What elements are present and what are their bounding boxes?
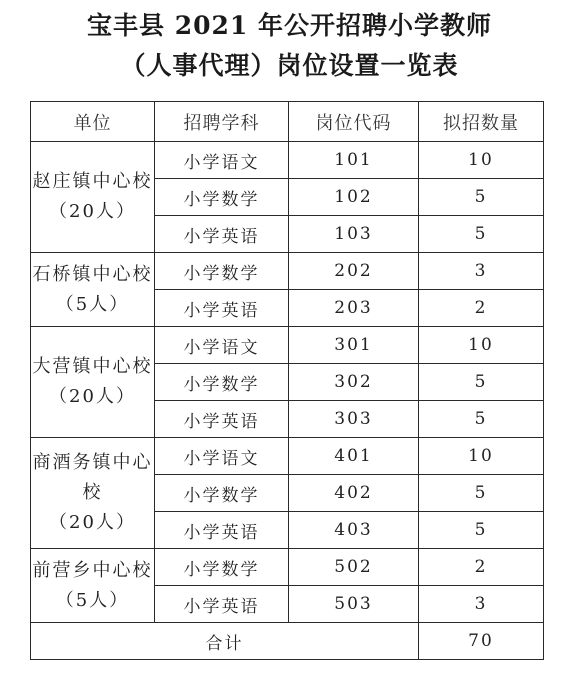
unit-name: 石桥镇中心校 <box>32 263 153 285</box>
unit-name: 赵庄镇中心校 <box>32 171 153 192</box>
code-cell: 102 <box>289 179 419 216</box>
table-row <box>31 253 544 290</box>
table-row <box>31 327 544 364</box>
subject-cell: 小学数学 <box>155 549 289 586</box>
code-cell: 303 <box>289 401 419 438</box>
code-cell: 202 <box>289 253 419 290</box>
unit-count: （5人） <box>55 293 130 315</box>
subject-cell: 小学英语 <box>155 216 289 253</box>
subject-cell: 小学英语 <box>155 512 289 549</box>
header-subject: 招聘学科 <box>155 102 289 142</box>
code-cell: 103 <box>289 216 419 253</box>
total-label: 合计 <box>31 623 419 660</box>
subject-cell: 小学数学 <box>155 253 289 290</box>
unit-count: （20人） <box>49 512 136 533</box>
unit-cell <box>31 327 155 438</box>
table-row <box>31 438 544 475</box>
code-cell: 302 <box>289 364 419 401</box>
quantity-cell: 5 <box>419 475 544 512</box>
quantity-cell: 5 <box>419 216 544 253</box>
code-cell: 101 <box>289 142 419 179</box>
code-cell: 401 <box>289 438 419 475</box>
unit-name: 商酒务镇中心校 <box>32 452 153 503</box>
total-quantity: 70 <box>419 623 544 660</box>
code-cell: 402 <box>289 475 419 512</box>
quantity-cell: 2 <box>419 549 544 586</box>
quantity-cell: 5 <box>419 512 544 549</box>
table-row <box>31 549 544 586</box>
quantity-cell: 3 <box>419 586 544 623</box>
unit-name: 前营乡中心校 <box>32 559 153 581</box>
quantity-cell: 5 <box>419 364 544 401</box>
quantity-cell: 5 <box>419 401 544 438</box>
unit-count: （20人） <box>49 201 136 222</box>
unit-cell <box>31 253 155 327</box>
subject-cell: 小学数学 <box>155 475 289 512</box>
subject-cell: 小学语文 <box>155 438 289 475</box>
header-quantity: 拟招数量 <box>419 102 544 142</box>
subject-cell: 小学语文 <box>155 142 289 179</box>
quantity-cell: 10 <box>419 142 544 179</box>
code-cell: 502 <box>289 549 419 586</box>
quantity-cell: 5 <box>419 179 544 216</box>
header-code: 岗位代码 <box>289 102 419 142</box>
unit-count: （5人） <box>55 589 130 611</box>
total-row <box>31 623 544 660</box>
code-cell: 203 <box>289 290 419 327</box>
subject-cell: 小学语文 <box>155 327 289 364</box>
header-row <box>31 102 544 142</box>
code-cell: 301 <box>289 327 419 364</box>
quantity-cell: 2 <box>419 290 544 327</box>
subject-cell: 小学数学 <box>155 364 289 401</box>
quantity-cell: 10 <box>419 438 544 475</box>
subject-cell: 小学英语 <box>155 586 289 623</box>
code-cell: 403 <box>289 512 419 549</box>
quantity-cell: 3 <box>419 253 544 290</box>
subject-cell: 小学英语 <box>155 290 289 327</box>
recruitment-table <box>30 101 544 660</box>
subject-cell: 小学英语 <box>155 401 289 438</box>
quantity-cell: 10 <box>419 327 544 364</box>
header-unit: 单位 <box>31 102 155 142</box>
unit-cell <box>31 549 155 623</box>
table-row <box>31 142 544 179</box>
document-subtitle: （人事代理）岗位设置一览表 <box>120 51 459 80</box>
code-cell: 503 <box>289 586 419 623</box>
document-title: 宝丰县 2021 年公开招聘小学教师 <box>87 11 492 40</box>
unit-name: 大营镇中心校 <box>32 356 153 377</box>
unit-count: （20人） <box>49 386 136 407</box>
subject-cell: 小学数学 <box>155 179 289 216</box>
unit-cell <box>31 142 155 253</box>
unit-cell <box>31 438 155 549</box>
